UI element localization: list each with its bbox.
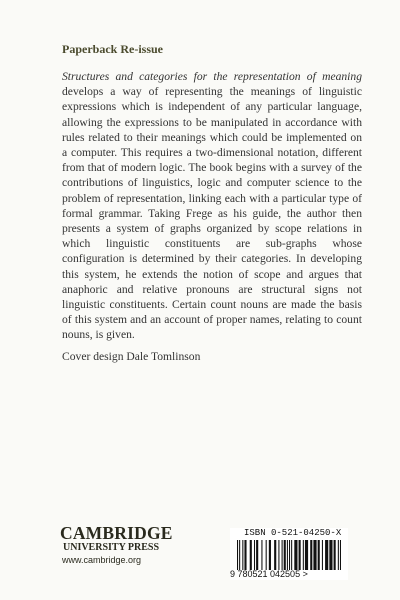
isbn-label: ISBN 0-521-04250-X (244, 528, 342, 538)
publisher-logo (60, 524, 180, 566)
book-title: Structures and categories for the representation of meaning (62, 70, 362, 83)
barcode-block (230, 528, 348, 580)
publisher-url: www.cambridge.org (62, 555, 142, 565)
blurb-paragraph (62, 69, 362, 343)
publisher-name: CAMBRIDGE (60, 523, 173, 543)
barcode-bars (236, 540, 342, 570)
publisher-press: UNIVERSITY PRESS (63, 542, 160, 553)
reissue-heading: Paperback Re-issue (62, 42, 163, 56)
ean-digits: 9 780521 042505 > (230, 569, 308, 579)
blurb-body: develops a way of representing the meanings of linguistic expressions which is independent of any particular language, allowing the expressions to be manipulated in accordance with rules related to their meanings which could be implemented on a computer. This requires a two-dimensional notation, different from that of modern logic. The book begins with a survey of the contributions of linguistics, logic and computer science to the problem of representation, linking each with a particular type of formal grammar. Taking Frege as his guide, the author then presents a system of graphs organized by scope relations in which linguistic constituents are sub-graphs whose configuration is determined by their categories. In developing this system, he extends the notion of scope and argues that anaphoric and relative pronouns are structural signs not linguistic constituents. Certain count nouns are made the basis of this system and an account of proper names, relating to count nouns, is given. (62, 85, 362, 342)
cover-design-credit: Cover design Dale Tomlinson (62, 350, 201, 363)
